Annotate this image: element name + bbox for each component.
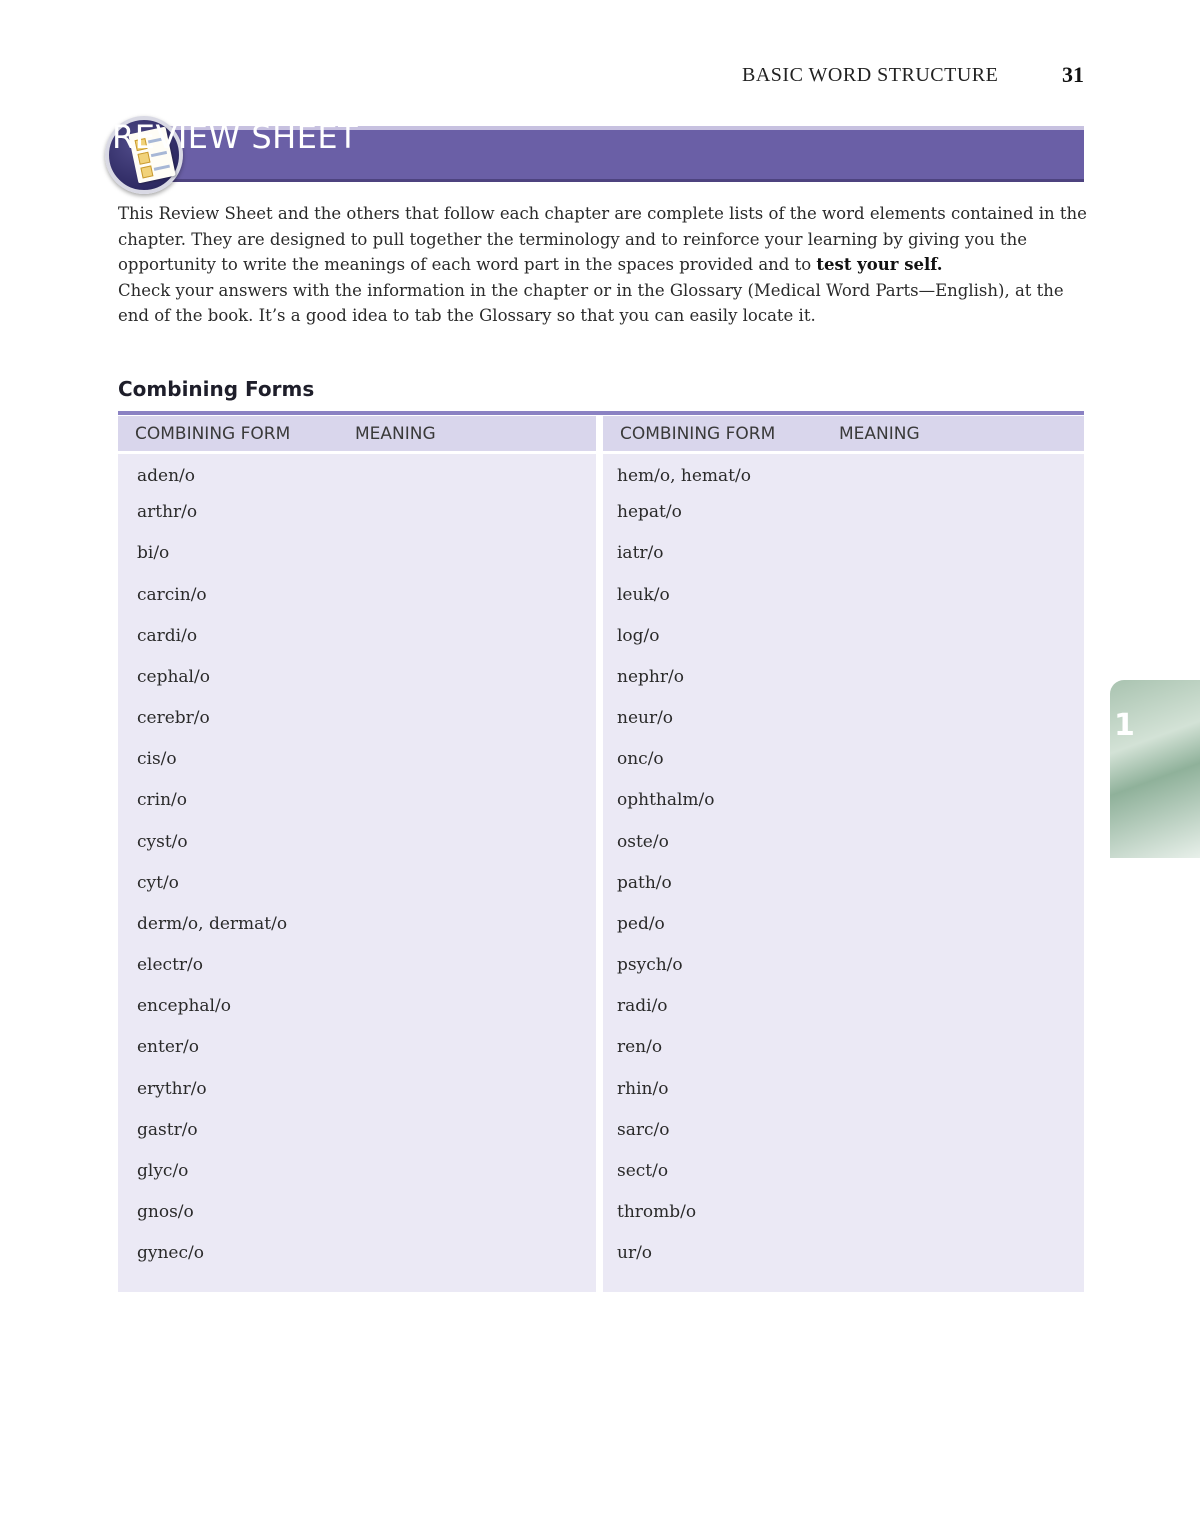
combining-form-term: encephal/o: [137, 996, 231, 1016]
header-meaning: MEANING: [355, 424, 436, 444]
combining-form-term: cis/o: [137, 749, 177, 769]
combining-form-term: glyc/o: [137, 1161, 189, 1181]
combining-form-term: crin/o: [137, 790, 187, 810]
combining-form-term: aden/o: [137, 466, 195, 486]
chapter-tab-number: 1: [1114, 708, 1135, 743]
page-number: 31: [1062, 62, 1084, 87]
combining-form-term: cerebr/o: [137, 708, 210, 728]
combining-form-term: nephr/o: [617, 667, 684, 687]
combining-forms-column-right: [603, 416, 1084, 1292]
combining-form-term: ren/o: [617, 1037, 663, 1057]
combining-form-term: cardi/o: [137, 626, 198, 646]
combining-form-term: electr/o: [137, 955, 203, 975]
combining-form-term: gnos/o: [137, 1202, 194, 1222]
combining-forms-column-left: [118, 416, 596, 1292]
running-title: BASIC WORD STRUCTURE: [742, 63, 999, 86]
header-combining-form: COMBINING FORM: [135, 424, 291, 444]
combining-form-term: cephal/o: [137, 667, 210, 687]
column-header-left: [118, 416, 596, 454]
section-heading: Combining Forms: [118, 377, 315, 401]
banner-title: REVIEW SHEET: [112, 118, 359, 156]
combining-form-term: carcin/o: [137, 585, 207, 605]
combining-form-term: ophthalm/o: [617, 790, 715, 810]
running-header: [742, 60, 1084, 90]
combining-form-term: sect/o: [617, 1161, 669, 1181]
combining-form-term: cyt/o: [137, 873, 179, 893]
combining-form-term: psych/o: [617, 955, 683, 975]
combining-form-term: thromb/o: [617, 1202, 697, 1222]
combining-form-term: hepat/o: [617, 502, 682, 522]
combining-form-term: sarc/o: [617, 1120, 670, 1140]
combining-form-term: radi/o: [617, 996, 668, 1016]
intro-text: [118, 201, 1088, 329]
combining-form-term: hem/o, hemat/o: [617, 466, 751, 486]
intro-paragraph-1: [118, 201, 1088, 278]
intro-paragraph-1-bold: test your self.: [816, 255, 943, 274]
combining-form-term: neur/o: [617, 708, 674, 728]
combining-form-term: ped/o: [617, 914, 665, 934]
combining-form-term: erythr/o: [137, 1079, 207, 1099]
combining-form-term: onc/o: [617, 749, 664, 769]
combining-form-term: derm/o, dermat/o: [137, 914, 288, 934]
column-header-right: [603, 416, 1084, 454]
intro-paragraph-1-text: This Review Sheet and the others that follow each chapter are complete lists of the word elements contained in the chapter. They are designed to pull together the terminology and to reinforce your learning by giving you the opportunity to write the meanings of each word part in the spaces provided and to: [118, 204, 1087, 274]
combining-form-term: ur/o: [617, 1243, 653, 1263]
combining-form-term: bi/o: [137, 543, 170, 563]
combining-form-term: iatr/o: [617, 543, 664, 563]
combining-form-term: rhin/o: [617, 1079, 669, 1099]
combining-form-term: cyst/o: [137, 832, 188, 852]
combining-form-term: arthr/o: [137, 502, 198, 522]
intro-paragraph-2: Check your answers with the information in the chapter or in the Glossary (Medical Word Parts—English), at the end of the book. It’s a good idea to tab the Glossary so that you can easily locate it.: [118, 280, 1064, 325]
combining-form-term: path/o: [617, 873, 672, 893]
combining-form-term: log/o: [617, 626, 660, 646]
chapter-tab: [1110, 680, 1200, 858]
combining-form-term: enter/o: [137, 1037, 199, 1057]
combining-form-term: gastr/o: [137, 1120, 198, 1140]
table-top-rule: [118, 411, 1084, 415]
header-combining-form: COMBINING FORM: [620, 424, 776, 444]
header-meaning: MEANING: [839, 424, 920, 444]
combining-form-term: leuk/o: [617, 585, 670, 605]
combining-form-term: oste/o: [617, 832, 669, 852]
combining-form-term: gynec/o: [137, 1243, 204, 1263]
